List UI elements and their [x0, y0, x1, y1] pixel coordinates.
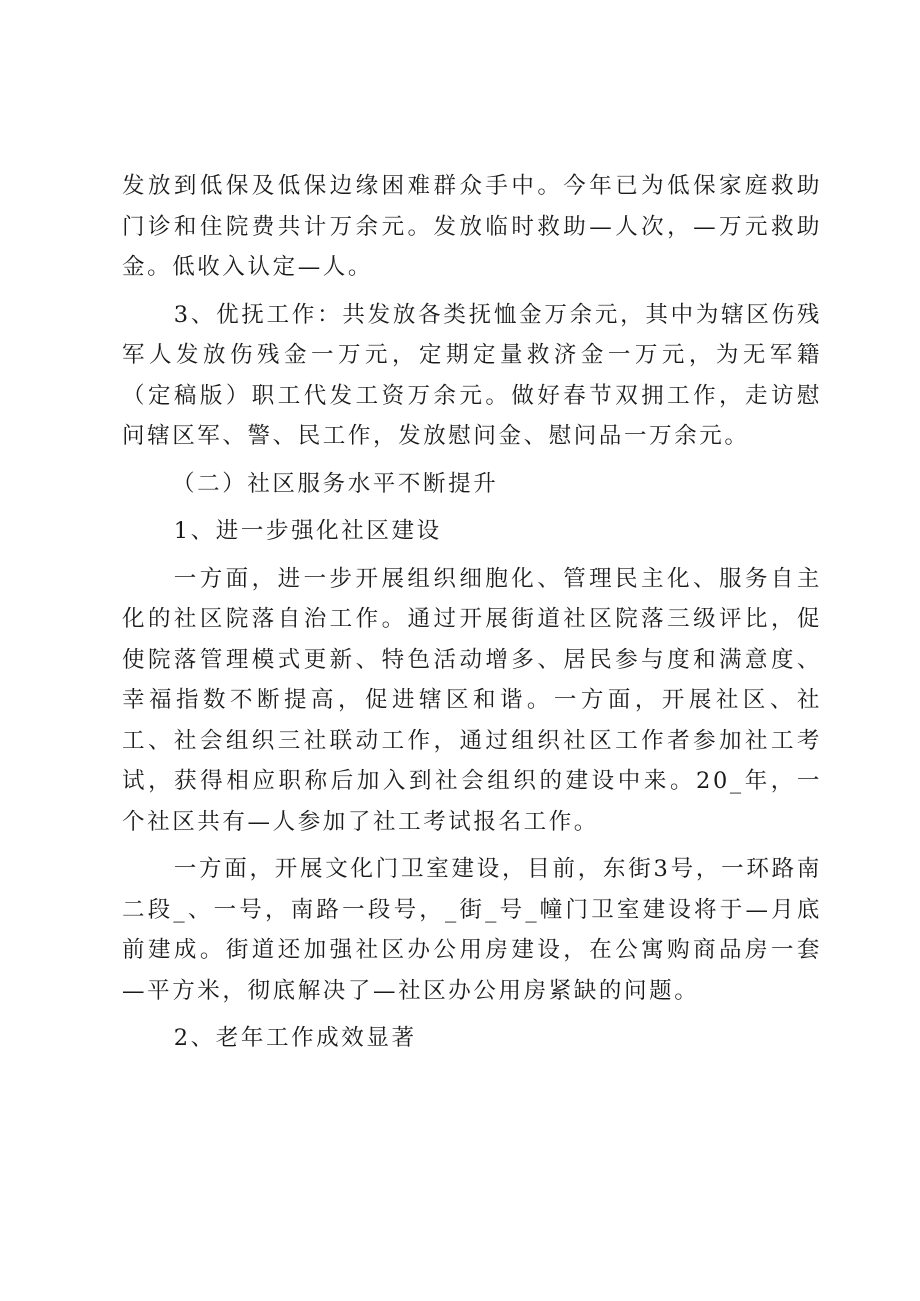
paragraph-community-autonomy: 一方面，进一步开展组织细胞化、管理民主化、服务自主化的社区院落自治工作。通过开展街道社区院落三级评比，促使院落管理模式更新、特色活动增多、居民参与度和满意度、幸福指数不断提高，促进辖区和谐。一方面，开展社区、社工、社会组织三社联动工作，通过组织社区工作者参加社工考试，获得相应职称后加入到社会组织的建设中来。20_年，一个社区共有—人参加了社工考试报名工作。: [122, 565, 822, 835]
section-heading-community-service: （二）社区服务水平不断提升: [172, 470, 499, 497]
document-body: [122, 166, 822, 1059]
paragraph-preferential-care: 3、优抚工作：共发放各类抚恤金万余元，其中为辖区伤残军人发放伤残金一万元，定期定量救济金一万元，为无军籍（定稿版）职工代发工资万余元。做好春节双拥工作，走访慰问辖区军、警、民工作，发放慰问金、慰问品一万余元。: [122, 301, 822, 449]
subheading-community-construction: 1、进一步强化社区建设: [173, 518, 442, 544]
subheading-elderly-work: 2、老年工作成效显著: [173, 1025, 417, 1051]
paragraph-guard-room-construction: 一方面，开展文化门卫室建设，目前，东街3号，一环路南二段_、一号，南路一段号，_街_号_幢门卫室建设将于—月底前建成。街道还加强社区办公用房建设，在公寓购商品房一套—平方米，彻底解决了—社区办公用房紧缺的问题。: [122, 856, 822, 1004]
paragraph-low-income-relief: 发放到低保及低保边缘困难群众手中。今年已为低保家庭救助门诊和住院费共计万余元。发放临时救助—人次，—万元救助金。低收入认定—人。: [122, 173, 822, 280]
